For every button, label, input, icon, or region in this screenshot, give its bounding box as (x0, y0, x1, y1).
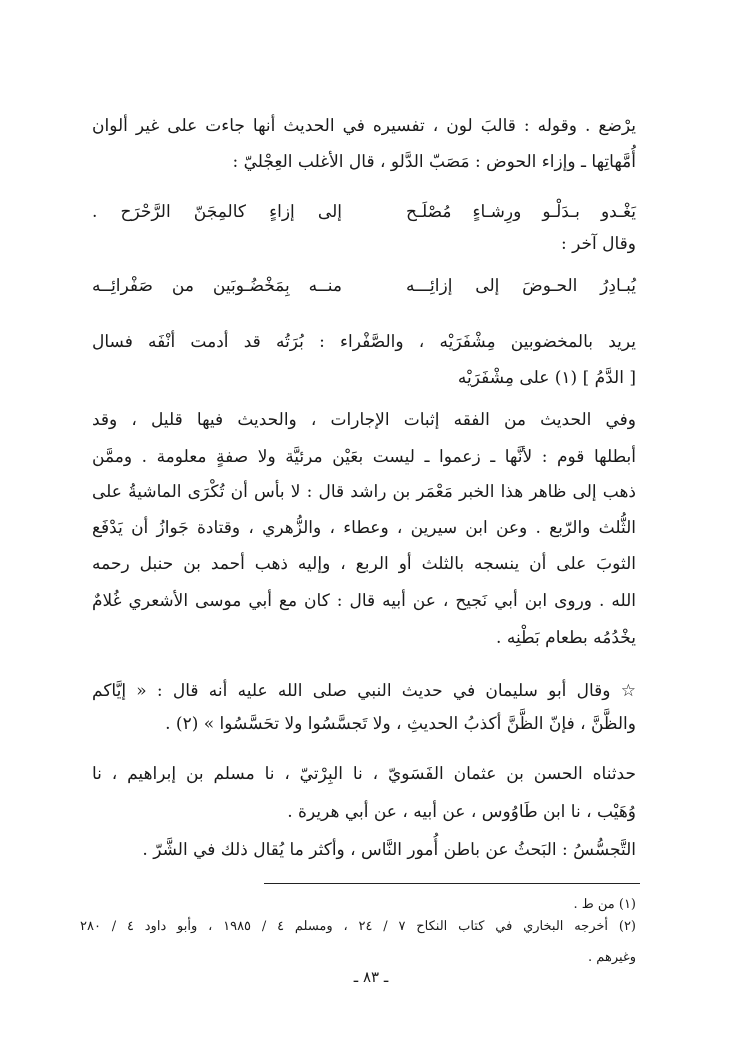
page-number: ـ ٨٣ ـ (353, 968, 389, 986)
text-line: يرْضع . وقوله : قالبَ لون ، تفسيره في الحديث أنها جاءت على غير ألوان (92, 116, 636, 136)
footnote-separator (264, 883, 640, 884)
footnote: وغيرهم . (588, 950, 636, 965)
text-line: وقال آخر : (560, 234, 636, 254)
text-line: أبطلها قوم : لأنَّها ـ زعموا ـ ليست بعَيْن مرئيَّة ولا صفةٍ معلومة . وممَّن (92, 447, 636, 467)
footnote: (١) من ط . (573, 897, 636, 912)
verse-hemistich-second: إلى إزاءٍ كالمِجَنّ الرَّحْرَح . (92, 202, 342, 222)
text-line: التَّجسُّسُ : البَحثُ عن باطن أُمور النَّاس ، وأكثر ما يُقال ذلك في الشَّرّ . (142, 840, 636, 860)
text-line: الثُّلث والرّبع . وعن ابن سيرين ، وعطاء ، والزُّهري ، وقتادة جَوازُ أن يَدْفَع (92, 518, 636, 538)
text-line: أُمَّهاتِها ـ وإزاء الحوض : مَصَبّ الدَّلو ، قال الأغلب العِجْليّ : (232, 152, 636, 172)
verse-hemistich-first: يَغْـدو بـدَلْـو ورِشـاءٍ مُصْلَـح (406, 202, 636, 222)
text-line: الله . وروى ابن أبي نَجيح ، عن أبيه قال : كان مع أبي موسى الأشعري غُلامٌ (92, 591, 636, 611)
footnote: (٢) أخرجه البخاري في كتاب النكاح ٧ / ٢٤ ، ومسلم ٤ / ١٩٨٥ ، وأبو داود ٤ / ٢٨٠ (80, 919, 636, 934)
text-line: يريد بالمخضوبين مِشْفَرَيْه ، والصَّفْراء : بُرَتُه قد أدمت أنْفَه فسال (92, 332, 636, 352)
text-line: حدثناه الحسن بن عثمان الفَسَويّ ، نا البِرْتيّ ، نا مسلم بن إبراهيم ، نا (92, 764, 636, 784)
text-line: ذهب إلى ظاهر هذا الخبر مَعْمَر بن راشد قال : لا بأس أن تُكْرَى الماشيةُ على (92, 482, 636, 502)
text-line: الثوبَ على أن ينسجه بالثلث أو الربع ، وإليه ذهب أحمد بن حنبل رحمه (92, 554, 636, 574)
text-line: [ الدَّمُ ] (١) على مِشْفَرَيْه (457, 368, 636, 388)
text-line: وفي الحديث من الفقه إثبات الإجارات ، والحديث فيها قليل ، وقد (92, 410, 636, 430)
text-line: يخْدُمُه بطعام بَطْنِه . (496, 628, 636, 648)
verse-hemistich-second: منــه بِمَخْضُـوبَين من صَفْرائِــه (92, 276, 342, 296)
text-line: والظَّنَّ ، فإنّ الظَّنَّ أكذبُ الحديثِ ، ولا تَجسَّسُوا ولا تحَسَّسُوا » (٢) . (165, 714, 636, 734)
verse-hemistich-first: يُبـادِرُ الحـوضَ إلى إزائِـــه (406, 276, 636, 296)
text-line: ☆ وقال أبو سليمان في حديث النبي صلى الله عليه أنه قال : « إيَّاكم (92, 681, 636, 701)
text-line: وُهَيْب ، نا ابن طَاوُوس ، عن أبيه ، عن أبي هريرة . (287, 802, 636, 822)
